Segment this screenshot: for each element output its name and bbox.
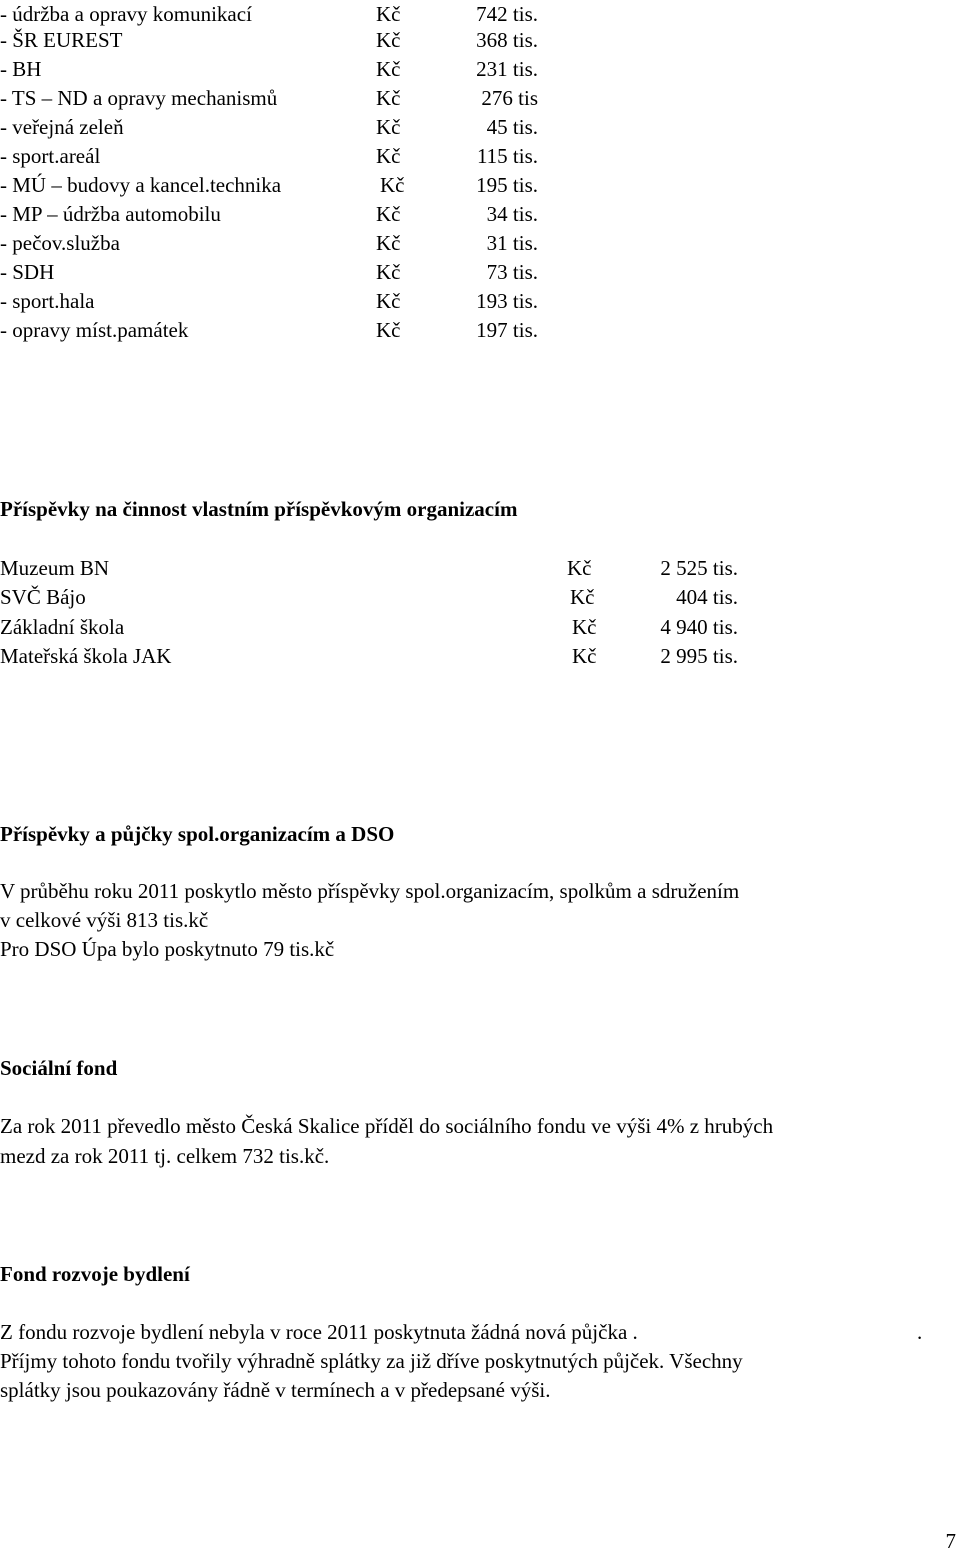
expense-label: - BH	[0, 57, 42, 81]
expense-label: - TS – ND a opravy mechanismů	[0, 86, 278, 110]
expense-label: - veřejná zeleň	[0, 115, 124, 139]
section-heading: Příspěvky a půjčky spol.organizacím a DSO	[0, 822, 395, 846]
page-number: 7	[945, 1529, 956, 1553]
organization-currency: Kč	[572, 644, 597, 668]
expense-amount: 73 tis.	[486, 260, 538, 284]
expense-currency: Kč	[376, 202, 401, 226]
organization-name: Základní škola	[0, 615, 125, 639]
expense-amount: 742 tis.	[476, 2, 538, 26]
expense-currency: Kč	[376, 260, 401, 284]
paragraph-line: Z fondu rozvoje bydlení nebyla v roce 2011 poskytnuta žádná nová půjčka .	[0, 1320, 638, 1344]
trailing-dot: .	[917, 1320, 923, 1344]
organization-name: Muzeum BN	[0, 556, 110, 580]
expense-label: - MÚ – budovy a kancel.technika	[0, 173, 282, 197]
expense-amount: 276 tis	[481, 86, 538, 110]
organization-name: SVČ Bájo	[0, 585, 86, 609]
paragraph-line: v celkové výši 813 tis.kč	[0, 908, 209, 932]
expense-amount: 368 tis.	[476, 28, 538, 52]
expense-currency: Kč	[380, 173, 405, 197]
expense-currency: Kč	[376, 57, 401, 81]
expense-amount: 197 tis.	[476, 318, 538, 342]
expense-currency: Kč	[376, 86, 401, 110]
organization-currency: Kč	[572, 615, 597, 639]
expense-currency: Kč	[376, 2, 401, 26]
expense-label: - pečov.služba	[0, 231, 120, 255]
expense-amount: 34 tis.	[486, 202, 538, 226]
organization-currency: Kč	[570, 585, 595, 609]
expense-amount: 45 tis.	[486, 115, 538, 139]
section-heading: Příspěvky na činnost vlastním příspěvkovým organizacím	[0, 497, 518, 521]
expense-amount: 231 tis.	[476, 57, 538, 81]
paragraph-line: V průběhu roku 2011 poskytlo město příspěvky spol.organizacím, spolkům a sdružením	[0, 879, 740, 903]
expense-label: - MP – údržba automobilu	[0, 202, 221, 226]
expense-label: - opravy míst.památek	[0, 318, 189, 342]
paragraph-line: Pro DSO Úpa bylo poskytnuto 79 tis.kč	[0, 937, 335, 961]
section-heading: Sociální fond	[0, 1056, 118, 1080]
organization-amount: 4 940 tis.	[660, 615, 738, 639]
organization-amount: 2 995 tis.	[660, 644, 738, 668]
expense-currency: Kč	[376, 144, 401, 168]
expense-currency: Kč	[376, 231, 401, 255]
section-heading: Fond rozvoje bydlení	[0, 1262, 190, 1286]
organization-name: Mateřská škola JAK	[0, 644, 172, 668]
expense-amount: 115 tis.	[476, 144, 538, 168]
paragraph-line: Za rok 2011 převedlo město Česká Skalice příděl do sociálního fondu ve výši 4% z hrubých	[0, 1114, 774, 1138]
paragraph-line: mezd za rok 2011 tj. celkem 732 tis.kč.	[0, 1144, 330, 1168]
expense-amount: 31 tis.	[486, 231, 538, 255]
organization-amount: 2 525 tis.	[660, 556, 738, 580]
organization-amount: 404 tis.	[676, 585, 738, 609]
expense-label: - sport.areál	[0, 144, 101, 168]
expense-label: - ŠR EUREST	[0, 28, 123, 52]
expense-currency: Kč	[376, 318, 401, 342]
organization-currency: Kč	[567, 556, 592, 580]
expense-label: - SDH	[0, 260, 55, 284]
paragraph-line: splátky jsou poukazovány řádně v termínech a v předepsané výši.	[0, 1378, 551, 1402]
expense-amount: 195 tis.	[476, 173, 538, 197]
expense-currency: Kč	[376, 28, 401, 52]
expense-amount: 193 tis.	[476, 289, 538, 313]
paragraph-line: Příjmy tohoto fondu tvořily výhradně splátky za již dříve poskytnutých půjček. Všechny	[0, 1349, 743, 1373]
expense-currency: Kč	[376, 115, 401, 139]
expense-label: - údržba a opravy komunikací	[0, 2, 252, 26]
expense-label: - sport.hala	[0, 289, 95, 313]
expense-currency: Kč	[376, 289, 401, 313]
